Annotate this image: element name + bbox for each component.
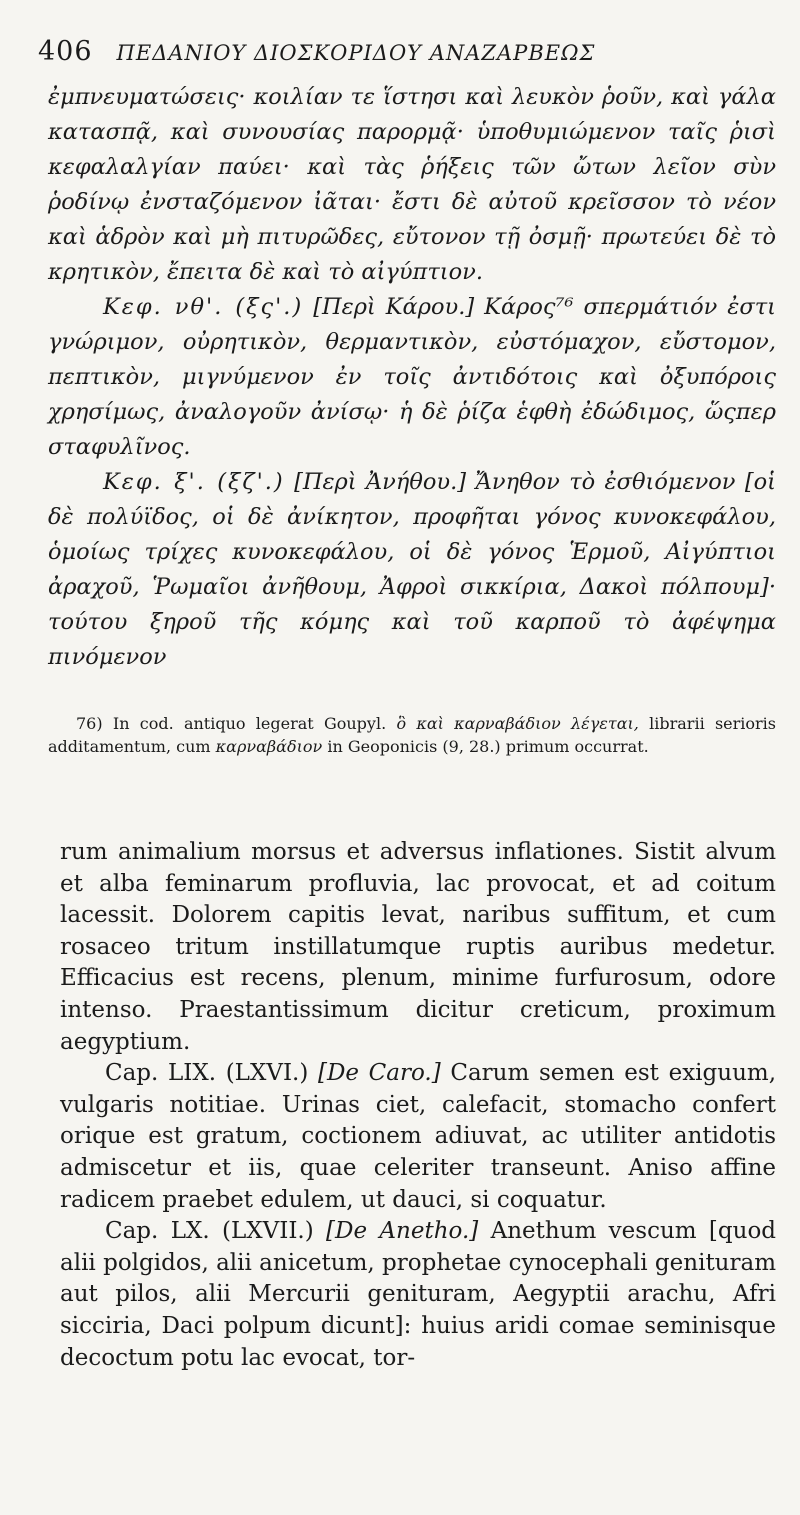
footnote-greek: καρναβάδιον bbox=[215, 737, 323, 756]
latin-chapter-60 bbox=[60, 1216, 776, 1374]
footnote-text: in Geoponicis (9, 28.) primum occurrat. bbox=[327, 737, 649, 756]
footnote-greek: ὃ καὶ καρναβάδιον λέγεται, bbox=[396, 714, 639, 733]
latin-chapter-label: Cap. LIX. (LXVI.) bbox=[105, 1060, 309, 1087]
running-head: ΠΕΔΑΝΙΟΥ ΔΙΟΣΚΟΡΙΔΟΥ ΑΝΑΖΑΡΒΕΩΣ bbox=[116, 41, 596, 65]
footnote-text: In cod. antiquo legerat Goupyl. bbox=[112, 714, 387, 733]
footnote bbox=[48, 712, 776, 758]
latin-paragraph: rum animalium morsus et adversus inflationes. Sistit alvum et alba feminarum profluvia, lac provocat, et ad coitum lacessit. Dolorem capitis levat, naribus suffitum, et cum rosaceo tritum instillatumque ruptis auribus medetur. Efficacius est recens, plenum, minime furfurosum, odore intenso. Praestantissimum dicitur creticum, proximum aegyptium. bbox=[60, 839, 776, 1055]
latin-chapter-text: Carum semen est exiguum, vulgaris notitiae. Urinas ciet, calefacit, stomacho confert orique est gratum, coctionem adiuvat, ac utiliter antidotis admiscetur et iis, quae celeriter transeunt. Aniso affine radicem praebet edulem, ut dauci, si coquatur. bbox=[60, 1060, 776, 1213]
greek-chapter-text: Κάρος⁷⁶ σπερμάτιόν ἐστι γνώριμον, οὐρητικὸν, θερμαντικὸν, εὐστόμαχον, εὔστομον, πεπτικὸν, μιγνύμενον ἐν τοῖς ἀντιδότοις καὶ ὀξυπόροις χρησίμως, ἀναλογοῦν ἀνίσῳ· ἡ δὲ ῥίζα ἑφθὴ ἐδώδιμος, ὥςπερ σταφυλῖνος. bbox=[48, 294, 777, 460]
greek-chapter-text: Ἄνηθον τὸ ἐσθιόμενον [οἱ δὲ πολύϊδος, οἱ δὲ ἀνίκητον, προφῆται γόνος κυνοκεφάλου, ὁμοίως τρίχες κυνοκεφάλου, οἱ δὲ γόνος Ἑρμοῦ, Αἰγύπτιοι ἀραχοῦ, Ῥωμαῖοι ἀνῆθουμ, Ἀφροὶ σικκίρια, Δακοὶ πόλπουμ]· τούτου ξηροῦ τῆς κόμης καὶ τοῦ καρποῦ τὸ ἀφέψημα πινόμενον bbox=[48, 469, 776, 670]
greek-chapter-60 bbox=[48, 465, 776, 675]
footnote-76 bbox=[48, 712, 776, 758]
page-header bbox=[38, 36, 595, 76]
latin-chapter-title: [De Anetho.] bbox=[326, 1218, 479, 1245]
page-number: 406 bbox=[38, 36, 93, 67]
greek-chapter-label: Κεφ. νθ'. (ξς'.) bbox=[103, 294, 304, 320]
latin-text bbox=[60, 837, 776, 1374]
greek-chapter-title: [Περὶ Κάρου.] bbox=[313, 294, 475, 320]
greek-paragraph: ἐμπνευματώσεις· κοιλίαν τε ἵστησι καὶ λευκὸν ῥοῦν, καὶ γάλα κατασπᾷ, καὶ συνουσίας παρορμᾷ· ὑποθυμιώμενον ταῖς ῥισὶ κεφαλαλγίαν παύει· καὶ τὰς ῥήξεις τῶν ὤτων λεῖον σὺν ῥοδίνῳ ἐνσταζόμενον ἰᾶται· ἔστι δὲ αὐτοῦ κρεῖσσον τὸ νέον καὶ ἁδρὸν καὶ μὴ πιτυρῶδες, εὔτονον τῇ ὀσμῇ· πρωτεύει δὲ τὸ κρητικὸν, ἔπειτα δὲ καὶ τὸ αἰγύπτιον. bbox=[48, 84, 776, 285]
greek-text bbox=[48, 80, 776, 675]
latin-chapter-59 bbox=[60, 1058, 776, 1216]
greek-chapter-title: [Περὶ Ἀνήθου.] bbox=[294, 469, 467, 495]
latin-chapter-label: Cap. LX. (LXVII.) bbox=[105, 1218, 314, 1245]
footnote-number: 76) bbox=[76, 714, 103, 733]
latin-chapter-title: [De Caro.] bbox=[317, 1060, 441, 1087]
latin-chapter-text: Anethum vescum [quod alii polgidos, alii anicetum, prophetae cynocephali genituram aut pilos, alii Mercurii genituram, Aegyptii arachu, Afri sicciria, Daci polpum dicunt]: huius aridi comae seminisque decoctum potu lac evocat, tor- bbox=[60, 1218, 777, 1371]
greek-chapter-label: Κεφ. ξ'. (ξζ'.) bbox=[103, 469, 285, 495]
footnote-text: librarii serioris additamentum, cum bbox=[48, 714, 777, 756]
greek-chapter-59 bbox=[48, 290, 776, 465]
